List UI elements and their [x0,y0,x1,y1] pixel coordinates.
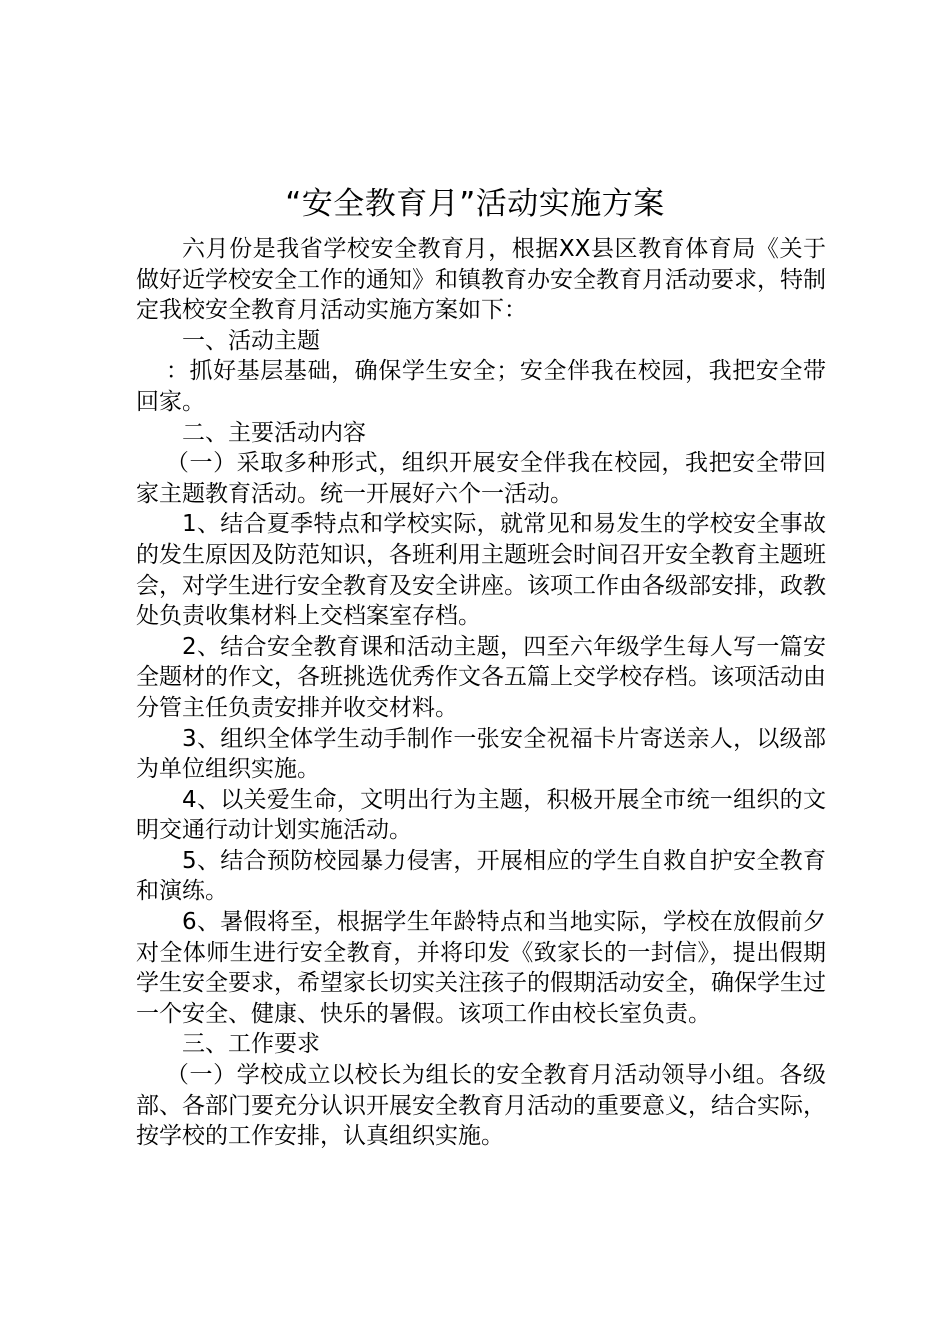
requirements-subsection-1: （一）学校成立以校长为组长的安全教育月活动领导小组。各级部、各部门要充分认识开展安全教育月活动的重要意义，结合实际，按学校的工作安排，认真组织实施。 [136,1062,826,1150]
activities-subsection-1: （一）采取多种形式，组织开展安全伴我在校园，我把安全带回家主题教育活动。统一开展好六个一活动。 [136,450,826,507]
activity-item-4: 4、以关爱生命，文明出行为主题，积极开展全市统一组织的文明交通行动计划实施活动。 [136,786,826,844]
activity-item-5: 5、结合预防校园暴力侵害，开展相应的学生自救自护安全教育和演练。 [136,847,826,905]
intro-paragraph: 六月份是我省学校安全教育月，根据XX县区教育体育局《关于做好近学校安全工作的通知》和镇教育办安全教育月活动要求，特制定我校安全教育月活动实施方案如下： [136,236,826,324]
section-heading-activities: 二、主要活动内容 [182,419,366,446]
activity-item-6: 6、暑假将至，根据学生年龄特点和当地实际，学校在放假前夕对全体师生进行安全教育，并将印发《致家长的一封信》，提出假期学生安全要求，希望家长切实关注孩子的假期活动安全，确保学生过一个安全、健康、快乐的暑假。该项工作由校长室负责。 [136,909,826,1027]
activity-item-2: 2、结合安全教育课和活动主题，四至六年级学生每人写一篇安全题材的作文，各班挑选优秀作文各五篇上交学校存档。该项活动由分管主任负责安排并收交材料。 [136,633,826,721]
activity-item-1: 1、结合夏季特点和学校实际，就常见和易发生的学校安全事故的发生原因及防范知识，各班利用主题班会时间召开安全教育主题班会，对学生进行安全教育及安全讲座。该项工作由各级部安排，政教处负责收集材料上交档案室存档。 [136,511,826,630]
section-heading-theme: 一、活动主题 [182,327,320,354]
section-heading-requirements: 三、工作要求 [182,1031,320,1058]
document-title: “安全教育月”活动实施方案 [285,186,665,222]
activity-item-3: 3、组织全体学生动手制作一张安全祝福卡片寄送亲人，以级部为单位组织实施。 [136,725,826,783]
document-body [136,234,826,1152]
theme-paragraph: ：抓好基层基础，确保学生安全；安全伴我在校园，我把安全带回家。 [136,358,826,415]
